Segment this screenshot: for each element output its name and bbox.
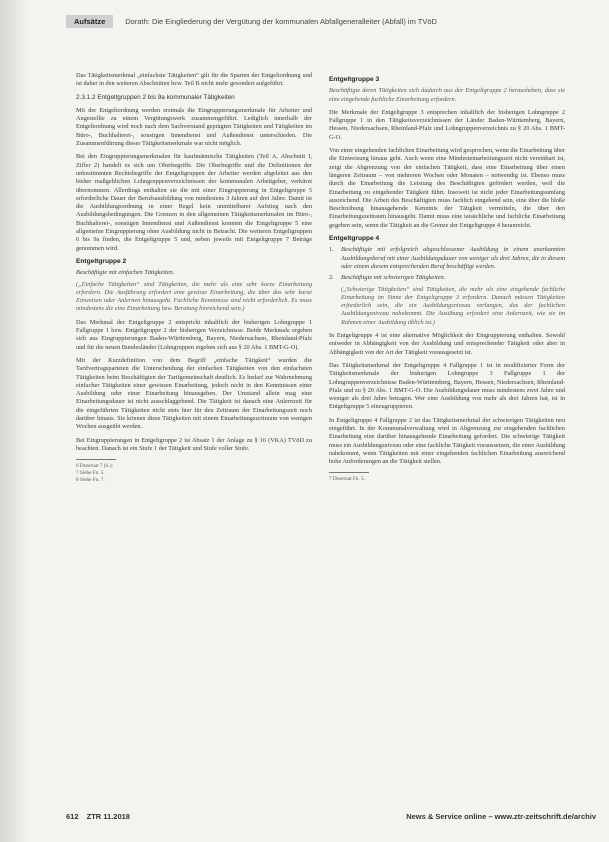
- paragraph: Von einer eingehenden fachlichen Einarbeitung wird gesprochen, wenn die Einarbeitung über die Einweisung hinaus geht. Auch wenn eine Mindesteinarbeitungszeit nicht vereinbart ist, zeigt die Abgrenzung von der einfachen Tätigkeit, dass eine Einarbeitung über einen längeren Zeitraum – von mehreren Wochen oder Monaten – notwendig ist. Ebenso muss durch die Einarbeitung die Leistung des Beschäftigten gefördert werden, weil die Einarbeitung zu eingehender Tätigkeit führt. Insoweit ist nicht jeder Einarbeitungsumfang ausreichend. Die Arbeit des Beschäftigten muss fachlich eingehend sein, eine über die bloße Beschreibung hinausgehende Kenntnis der Tätigkeit vermitteln, die über den Einarbeitungszeitraum hinausgeht. Damit muss eine tatsächliche und fachliche Einarbeitung gegeben sein, wenn die Tätigkeit an die Grenze der Entgeltgruppe 4 heranreicht.: [329, 147, 565, 229]
- eg4-definition: („Schwierige Tätigkeiten“ sind Tätigkeiten, die mehr als eine eingehende fachliche Einarbeitung im Sinne der Entgeltgruppe 3 erfordern. Danach müssen Tätigkeiten erforderlich sein, die ein Ausbildungsniveau verlangen, das der fachlichen Ausbildungsniveau nahekommt. Die Ausübung erfordert eine Anlernzeit, wie sie im Rahmen einer Ausbildung üblich ist.): [341, 285, 565, 326]
- eg4-heading: Entgeltgruppe 4: [329, 235, 380, 243]
- footnote-rule: [76, 459, 116, 460]
- footer-link[interactable]: News & Service online – www.ztr-zeitschrift.de/archiv: [406, 811, 596, 821]
- list-item: [329, 274, 565, 282]
- running-header: [66, 14, 596, 29]
- list-number: 2.: [329, 274, 334, 282]
- list-item-text: Beschäftigte mit schwierigen Tätigkeiten.: [341, 274, 446, 282]
- list-item: [329, 246, 565, 271]
- paragraph: In Entgeltgruppe 4 ist eine alternative Möglichkeit der Eingruppierung enthalten. Sowohl entweder in Abhängigkeit von der Ausbildung und entsprechender Tätigkeit oder aber in Abhängigkeit von der Art der Tätigkeit vorausgesetzt ist.: [329, 332, 565, 356]
- footnote-rule: [329, 472, 369, 473]
- left-column: [76, 72, 312, 484]
- paragraph: Mit der Kurzdefinition von dem Begriff „einfache Tätigkeit“ wurden die Tarifvertragsparteien die Unterscheidung der einfachen Tätigkeiten von den einfachsten Tätigkeiten beim Beschäftigten der Tarifgemeinschaft deutlich. Es bedarf zur Wahrnehmung einfacher Tätigkeiten einer gewissen Einarbeitung, jedoch nicht in den Kenntnissen einer Ausbildung oder einer Einarbeitung hinausgehen. Der Umstand allein mag eine Einarbeitungsdauer ist nicht ausschlaggebend. Die Tätigkeit ist danach eine Anlernzeit für die eingeführten Tätigkeiten nicht stets hier für den Zeitraum der Einarbeitungszeit noch darüber hinaus. Sie können diese Tätigkeiten mit einem Einarbeitungszeitraum von wenigen Wochen ausgeübt werden.: [76, 356, 312, 431]
- footer-left: [66, 812, 136, 821]
- sub-heading: 2.3.1.2 Entgeltgruppen 2 bis 9a kommunaler Tätigkeiten: [76, 93, 235, 101]
- header-title: Dorath: Die Eingliederung der Vergütung der kommunalen Abfallgeneralleiter (Abfall) im TVöD: [125, 17, 437, 26]
- footnote: 7 Siehe Fn. 5.: [76, 470, 105, 477]
- list-item-text: Beschäftigte mit erfolgreich abgeschlossener Ausbildung in einem anerkannten Ausbildungsberuf mit einer Ausbildungsdauer von weniger als drei Jahren, die in diesem oder einem diesem entsprechenden Beruf beschäftigt werden.: [341, 246, 565, 270]
- paragraph: In Entgeltgruppe 4 Fallgruppe 2 ist das Tätigkeitsmerkmal der schwierigen Tätigkeiten neu eingeführt. In der Kommunalverwaltung wird in Abgrenzung zur eingehenden fachlichen Einarbeitung eine darüber hinausgehende Einarbeitung gefordert. Die schwierige Tätigkeit muss ein Ausbildungsniveau oder eine fachliche Tätigkeit voraussetzen, die einer Ausbildung nahekommt, wenn Tätigkeiten mit einer eingehenden fachlichen Einarbeitung ausreichend hohe Anforderungen an die Tätigkeit stellen.: [329, 416, 565, 466]
- list-number: 1.: [329, 246, 334, 254]
- footnote: 6 Dezernat 7 (S.);: [76, 463, 113, 470]
- paragraph: Das Merkmal der Entgeltgruppe 2 entspricht inhaltlich der bisherigen Lohngruppe 1 Fallgruppe 1 bzw. Entgeltgruppe 2 der bisherigen Verzeichnisse. Beide Merkmale ergeben sich aus Eingruppierungen Baden-Württemberg, Bayern, Niedersachsen, Rheinland-Pfalz und für die neuen Bundesländer (Lohngruppen ergeben sich aus § 20 Abs. 1 BMT-G-O).: [76, 318, 312, 351]
- eg3-definition: Beschäftigte deren Tätigkeiten sich dadurch aus der Entgeltgruppe 2 herausheben, dass sie eine eingehende fachliche Einarbeitung erfordern.: [329, 87, 565, 103]
- journal-issue: ZTR 11.2018: [86, 811, 130, 821]
- paragraph: Das Tätigkeitsmerkmal der Entgeltgruppe 4 Fallgruppe 1 ist in modifizierter Form der Tätigkeitsmerkmale der bisherigen Lohngruppe 3 Fallgruppe 1 der Lohngruppenverzeichnisse Baden-Württemberg, Bayern, Hessen, Niedersachsen, Rheinland-Pfalz und zu § 20 Abs. 1 BMT-G-O. Die Ausbildungsdauer muss mindestens zwei Jahre und weniger als drei Jahre betragen. Wer eine Ausbildung von mehr als drei Jahren hat, ist in Entgeltgruppe 5 einzugruppieren.: [329, 361, 565, 411]
- paragraph: Bei Eingruppierungen in Entgeltgruppe 2 ist Absatz 1 der Anlage zu § 16 (VKA) TVöD zu beachten. Danach ist ein Stufe 1 der Tätigkeit und Stufe voller Stufe.: [76, 436, 312, 452]
- eg2-definition: („Einfache Tätigkeiten“ sind Tätigkeiten, die mehr als eine sehr kurze Einarbeitung erfordern. Die Ausführung erfordert eine gewisse Einarbeitung, die über das sehr kurze Einweisen oder Anlernen hinausgeht. Fachliche Kenntnisse sind nicht erforderlich. Es muss mindestens die eine Einarbeitung bzw. Beratung hinreichend sein.): [76, 280, 312, 313]
- paragraph: Die Merkmale der Entgeltgruppe 3 entsprechen inhaltlich der bisherigen Lohngruppe 2 Fallgruppe 1 in den Tätigkeitsverzeichnissen der Länder Baden-Württemberg, Bayern, Hessen, Niedersachsen, Rheinland-Pfalz und Lohngruppenverzeichnis zu § 20 Abs. 1 BMT-G-O.: [329, 108, 565, 141]
- page-footer: [66, 810, 596, 822]
- page-number: 612: [66, 811, 79, 821]
- section-tag: Aufsätze: [66, 15, 113, 28]
- eg3-heading: Entgeltgruppe 3: [329, 76, 380, 83]
- paragraph: Bei den Eingruppierungsmerkmalen für kaufmännische Tätigkeiten (Teil A, Abschnitt I, Ziffer 2) handelt es sich um Oberbegriffe. Die Oberbegriffe und die Definitionen der unbestimmten Rechtsbegriffe der Entgeltgruppen der Arbeiter werden abgeleitet aus den bisher maßgeblichen Lohngruppenverzeichnissen der kommunalen Arbeitgeber, verkürzt übernommen. Allerdings enthalten sie die mit einer Eingruppierung in Entgeltgruppe 5 erforderliche Dauer der Berufsausbildung von mindestens 3 Jahren auf drei Jahre. Damit ist die Ausbildungsordnung in einer Regel kein unmittelbarer Aufstieg nach den Ausbildungsbedingungen. Die Grenzen in den allgemeinen Tätigkeitsmerkmalen im Büro-, Buchhalterei-, sonstigen Innendienst und Außendienst konnten die Entgeltgruppe 5 eine allgemeine Eingruppierung ohne Ausbildung nicht in Betracht. Die weiteren Entgeltgruppen 6 bis 9a finden, die Entgeltgruppe 5 und, neben jeweils mit Entgeltgruppe 7 Beträge genommen wird.: [76, 153, 312, 252]
- right-column: [329, 72, 565, 483]
- footnote: 7 Dezernat Fn. 5.: [329, 476, 365, 483]
- footnote: 8 Siehe Fn. 7.: [76, 477, 105, 484]
- eg2-subtitle: Beschäftigte mit einfachen Tätigkeiten.: [76, 269, 175, 277]
- intro-paragraph: Das Tätigkeitsmerkmal „einfachste Tätigkeiten“ gilt für die Sparten der Entgeltordnung und ist daher in den weiteren Abschnitten bzw. Teil B nicht mehr gesondert aufgeführt.: [76, 72, 312, 88]
- page-fold-shadow: [0, 0, 30, 842]
- eg2-heading: Entgeltgruppe 2: [76, 257, 127, 265]
- paragraph: Mit der Entgeltordnung werden erstmals die Eingruppierungsmerkmale für Arbeiter und Angestellte zu einem Vergütungswerk zusammengeführt. Lediglich innerhalb der Entgeltordnung wird noch nach dem Sachverstand geprägten Tätigkeiten und Tätigkeiten im Büro-, Buchhalterei-, sonstigen Innendienst und Außendienst unterschieden. Die Zusammenführung dieser Tätigkeitsmerkmale war nicht möglich.: [76, 106, 312, 148]
